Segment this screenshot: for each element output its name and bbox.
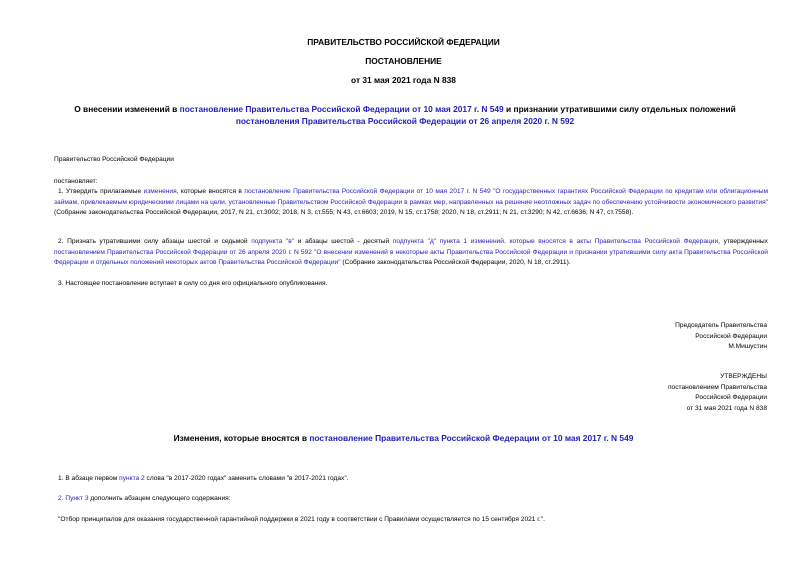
p1-link-decree-549[interactable]: постановление Правительства Российской Федерации от 10 мая 2017 г. N 549 "О государственных гарантиях Российской Федерации по кредитам или облигационным займам, привлекаемым юридическими лицами на цели, установленные Правительством Российской Федерации в рамках мер, направленных на решение неотложных задач по обеспечению устойчивости экономического развития" xyxy=(54,188,768,206)
p1-text-1: 1. Утвердить прилагаемые xyxy=(58,188,144,195)
change-item-2 xyxy=(54,494,768,505)
issuer: Правительство Российской Федерации xyxy=(54,156,174,163)
change-quote: "Отбор принципалов для оказания государственной гарантийной поддержки в 2021 году в соответствии с Правилами осуществляется по 15 сентября 2021 г.". xyxy=(58,516,545,523)
changes-heading-link[interactable]: постановление Правительства Российской Федерации от 10 мая 2017 г. N 549 xyxy=(309,433,634,443)
title-text-1: О внесении изменений в xyxy=(74,104,180,114)
change-item-1 xyxy=(54,474,768,485)
approved-line-4: от 31 мая 2021 года N 838 xyxy=(686,405,767,413)
changes-heading-text: Изменения, которые вносятся в xyxy=(173,433,310,443)
p2-link-subpoint-v[interactable]: подпункта "в" xyxy=(251,238,295,245)
item1-text-1: 1. В абзаце первом xyxy=(58,475,120,482)
signature-line-1: Председатель Правительства xyxy=(675,322,767,329)
item1-text-2: слова "в 2017-2020 годах" заменить словами "в 2017-2021 годах". xyxy=(144,475,349,482)
decrees-word: постановляет: xyxy=(54,178,98,185)
signature-line-2: Российской Федерации xyxy=(695,332,767,340)
p2-link-decree-592[interactable]: постановлением Правительства Российской Федерации от 26 апреля 2020 г. N 592 "О внесении изменений в некоторые акты Правительства Российской Федерации и признании утратившими силу акта Правительства Российской Федерации и отдельных положений некоторых актов Правительства Российской Федерации" xyxy=(54,248,768,267)
title-link-592[interactable]: постановления Правительства Российской Федерации от 26 апреля 2020 г. N 592 xyxy=(235,116,575,126)
paragraph-1 xyxy=(54,187,768,219)
header-date-number: от 31 мая 2021 года N 838 xyxy=(351,75,456,85)
paragraph-3: 3. Настоящее постановление вступает в силу со дня его официального опубликования. xyxy=(58,280,328,287)
p2-text-2: и абзацы шестой - десятый xyxy=(294,238,393,245)
p2-text-3: , утвержденных xyxy=(718,238,768,245)
approved-line-2: постановлением Правительства xyxy=(667,383,767,391)
p2-text-4: (Собрание законодательства Российской Федерации, 2020, N 18, ст.2911). xyxy=(340,259,571,267)
item2-text: дополнить абзацем следующего содержания: xyxy=(88,495,231,502)
paragraph-2 xyxy=(54,237,768,269)
signature-block xyxy=(675,321,767,353)
p2-link-subpoint-d[interactable]: подпункта "д" пункта 1 изменений, которые вносятся в акты Правительства Российской Федерации xyxy=(392,238,719,245)
signature-line-3: М.Мишустин xyxy=(728,343,767,351)
item1-link-point-2[interactable]: пункта 2 xyxy=(119,475,145,482)
header-government: ПРАВИТЕЛЬСТВО РОССИЙСКОЙ ФЕДЕРАЦИИ xyxy=(307,37,500,47)
header-doc-type: ПОСТАНОВЛЕНИЕ xyxy=(365,56,442,66)
item2-link-point-3[interactable]: 2. Пункт 3 xyxy=(58,495,89,502)
p1-text-3: (Собрание законодательства Российской Федерации, 2017, N 21, ст.3002; 2018, N 3, ст.555; N 43, ст.6603; 2019, N 15, ст.1758; 2020, N 18, ст.2911; N 21, ст.3290; N 42, ст.6636; N 47, ст.7558). xyxy=(54,209,634,217)
p1-text-2: , которые вносятся в xyxy=(176,188,245,195)
approved-line-1: УТВЕРЖДЕНЫ xyxy=(720,373,767,380)
title-link-549[interactable]: постановление Правительства Российской Федерации от 10 мая 2017 г. N 549 xyxy=(179,104,504,114)
changes-heading xyxy=(0,433,807,443)
document-title xyxy=(50,103,760,127)
p1-link-changes[interactable]: изменения xyxy=(143,188,177,195)
title-text-2: и признании утратившими силу отдельных положений xyxy=(503,104,736,114)
p2-text-1: 2. Признать утратившими силу абзацы шестой и седьмой xyxy=(58,238,252,245)
approved-line-3: Российской Федерации xyxy=(695,394,767,402)
approved-block xyxy=(668,372,767,415)
